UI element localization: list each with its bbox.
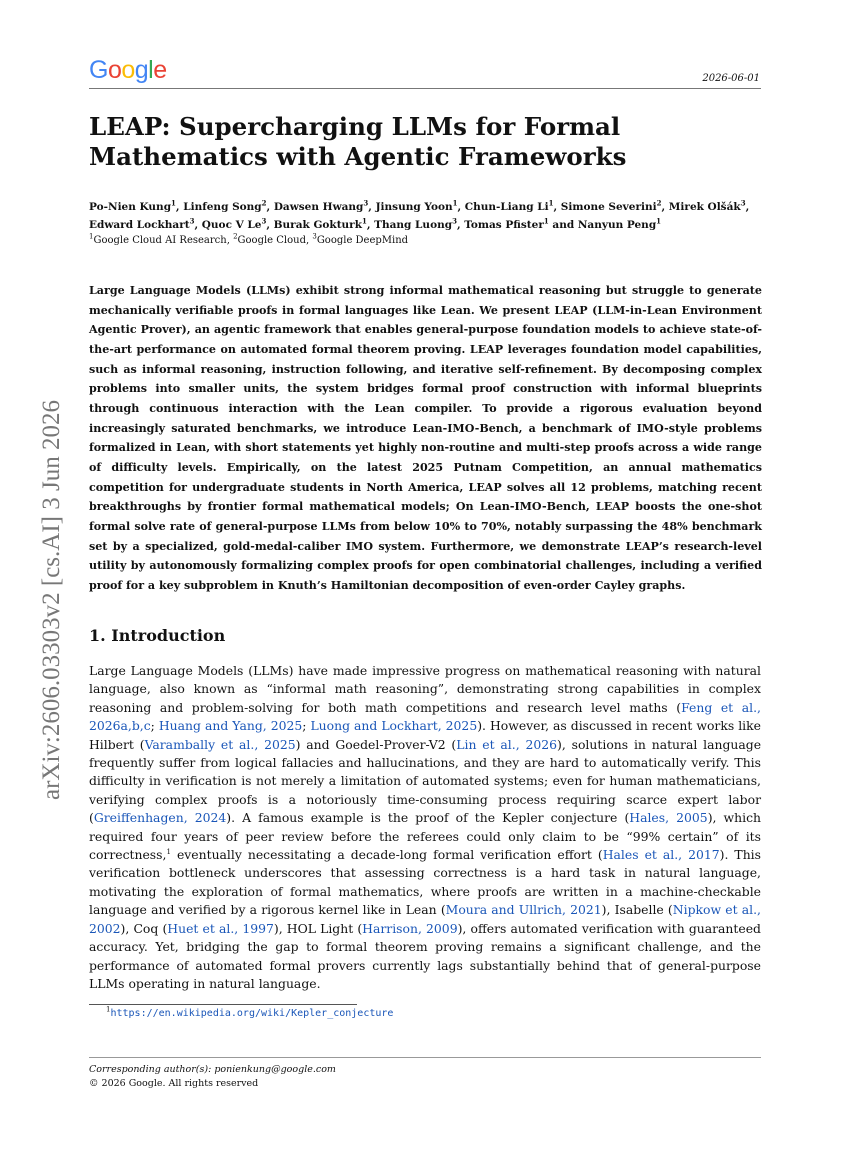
header-rule (89, 88, 761, 89)
citation-link[interactable]: Harrison, 2009 (362, 920, 458, 936)
abstract: Large Language Models (LLMs) exhibit strong informal mathematical reasoning but struggle to generate mechanically verifiable proofs in formal languages like Lean. We present LEAP (LLM-in-Lean Environment Agentic Prover), an agentic framework that enables general-purpose foundation models to achieve state-of-the-art performance on automated formal theorem proving. LEAP leverages foundation model capabilities, such as informal reasoning, instruction following, and iterative self-refinement. By decomposing complex problems into smaller units, the system bridges formal proof construction with informal blueprints through continuous interaction with the Lean compiler. To provide a rigorous evaluation beyond increasingly saturated benchmarks, we introduce Lean-IMO-Bench, a benchmark of IMO-style problems formalized in Lean, with short statements yet highly non-routine and multi-step proofs across a wide range of difficulty levels. Empirically, on the latest 2025 Putnam Competition, an annual mathematics competition for undergraduate students in North America, LEAP solves all 12 problems, matching recent breakthroughs by frontier formal mathematical models; On Lean-IMO-Bench, LEAP boosts the one-shot formal solve rate of general-purpose LLMs from below 10% to 70%, notably surpassing the 48% benchmark set by a specialized, gold-medal-caliber IMO system. Furthermore, we demonstrate LEAP’s research-level utility by autonomously formalizing complex proofs for open combinatorial challenges, including a verified proof for a key subproblem in Knuth’s Hamiltonian decomposition of even-order Cayley graphs. (89, 284, 762, 592)
author: Jinsung Yoon$^1$ (375, 198, 458, 213)
author: Mirek Olšák$^3$ (668, 198, 746, 213)
intro-text: ). However, as discussed in recent works like Hilbert ( (89, 718, 761, 752)
intro-text: ), offers automated verification with guaranteed accuracy. Yet, bridging the gap to formal theorem proving remains a significant challenge, and the performance of automated formal provers currently lags substantially behind that of general-purpose LLMs operating in natural language. (89, 920, 761, 991)
title-line-2: Mathematics with Agentic Frameworks (89, 142, 627, 171)
author: Edward Lockhart$^3$ (89, 216, 195, 231)
arxiv-stamp: arXiv:2606.03303v2 [cs.AI] 3 Jun 2026 (38, 400, 65, 800)
citation-link[interactable]: Hales, 2005 (629, 810, 708, 826)
footnote-rule (89, 1004, 357, 1005)
intro-text: Large Language Models (LLMs) have made impressive progress on mathematical reasoning with natural language, also known as “informal math reasoning”, demonstrating strong capabilities in complex reasoning and problem-solving for both math competitions and research level maths ( (89, 663, 761, 715)
author: Linfeng Song$^2$ (183, 198, 267, 213)
author: Dawsen Hwang$^3$ (273, 198, 369, 213)
footnote-link[interactable]: https://en.wikipedia.org/wiki/Kepler_conjecture (110, 1008, 394, 1019)
citation-link[interactable]: Varambally et al., 2025 (144, 736, 296, 752)
footnote: $^1$https://en.wikipedia.org/wiki/Kepler_conjecture (106, 1005, 394, 1019)
author: Chun-Liang Li$^1$ (464, 198, 554, 213)
author: Thang Luong$^3$ (374, 216, 457, 231)
introduction-paragraph (89, 662, 761, 993)
footnote-marker[interactable]: 1 (166, 847, 171, 856)
citation-link[interactable]: Hales et al., 2017 (602, 847, 720, 863)
citation-link[interactable]: Huet et al., 1997 (167, 920, 274, 936)
citation-link[interactable]: Moura and Ullrich, 2021 (445, 902, 602, 918)
author-list: Po-Nien Kung$^1$, Linfeng Song$^2$, Dawsen Hwang$^3$, Jinsung Yoon$^1$, Chun-Liang Li$^1$, Simone Severini$^2$, Mirek Olšák$^3$, Edward Lockhart$^3$, Quoc V Le$^3$, Burak Gokturk$^1$, Thang Luong$^3$, Tomas Pfister$^1$ and Nanyun Peng$^1$ (89, 198, 750, 231)
corresponding-author: Corresponding author(s): ponienkung@google.com (89, 1064, 336, 1075)
paper-title (89, 112, 759, 172)
google-logo: Google (89, 56, 167, 84)
author: Tomas Pfister$^1$ (464, 216, 549, 231)
intro-text: ), solutions in natural language frequently suffer from logical fallacies and hallucinations, and they are hard to automatically verify. This difficulty in verification is not merely a limitation of automated systems; even for human mathematicians, verifying complex proofs is a notoriously time-consuming process requiring scarce expert labor ( (89, 736, 762, 826)
citation-link[interactable]: Huang and Yang, 2025 (158, 718, 303, 734)
intro-text: ), which required four years of peer review before the referees could only claim to be “99% certain” of its correctness, (89, 810, 762, 863)
intro-text: ), Isabelle ( (601, 902, 673, 918)
intro-text: ) and Goedel-Prover-V2 ( (295, 736, 457, 752)
affiliations: $^1$Google Cloud AI Research, $^2$Google Cloud, $^3$Google DeepMind (89, 232, 409, 246)
citation-link[interactable]: Feng et al., 2026a,b,c (89, 699, 761, 734)
citation-link[interactable]: Lin et al., 2026 (456, 736, 558, 752)
author: Nanyun Peng$^1$ (577, 216, 662, 231)
author: Simone Severini$^2$ (560, 198, 662, 213)
intro-text: ). This verification bottleneck underscores that assessing correctness is a hard task in natural language, motivating the exploration of formal mathematics, where proofs are written in a machine-checkable language and verified by a rigorous kernel like in Lean ( (89, 847, 761, 918)
section-heading-introduction: 1. Introduction (89, 626, 226, 645)
author: Po-Nien Kung$^1$ (89, 198, 176, 213)
intro-text: ; (150, 718, 159, 734)
title-line-1: LEAP: Supercharging LLMs for Formal (89, 112, 621, 141)
copyright: © 2026 Google. All rights reserved (89, 1078, 259, 1089)
citation-link[interactable]: Greiffenhagen, 2024 (93, 810, 227, 826)
paper-date: 2026-06-01 (702, 73, 760, 84)
intro-text: ), HOL Light ( (273, 920, 363, 936)
author: Burak Gokturk$^1$ (273, 216, 367, 231)
footer-rule (89, 1057, 761, 1058)
intro-text: ; (302, 718, 311, 734)
author: Quoc V Le$^3$ (201, 216, 267, 231)
intro-text: ), Coq ( (120, 920, 168, 936)
citation-link[interactable]: Nipkow et al., 2002 (89, 902, 761, 936)
citation-link[interactable]: Luong and Lockhart, 2025 (310, 718, 478, 734)
intro-text: eventually necessitating a decade-long formal verification effort ( (170, 847, 603, 863)
intro-text: ). A famous example is the proof of the Kepler conjecture ( (226, 810, 630, 826)
